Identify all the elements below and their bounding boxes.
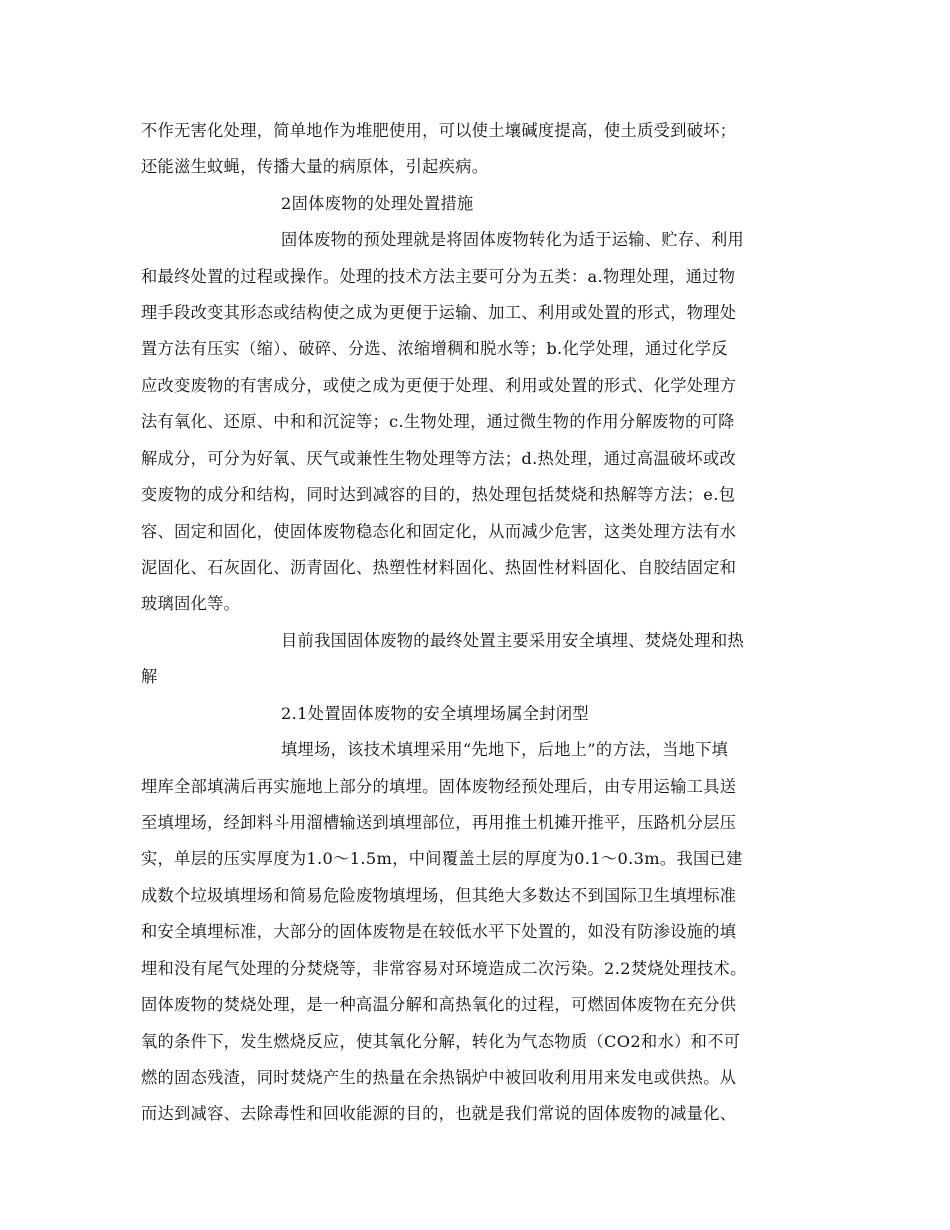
text-line: 成数个垃圾填埋场和简易危险废物填埋场，但其绝大多数达不到国际卫生填埋标准	[141, 886, 737, 905]
text-line: 埋库全部填满后再实施地上部分的填埋。固体废物经预处理后，由专用运输工具送	[141, 777, 737, 796]
text-line: 固体废物的预处理就是将固体废物转化为适于运输、贮存、利用	[281, 230, 745, 249]
text-line: 还能滋生蚊蝇，传播大量的病原体，引起疾病。	[141, 157, 489, 176]
text-line: 不作无害化处理，简单地作为堆肥使用，可以使土壤碱度提高，使土质受到破坏；	[141, 121, 737, 140]
text-line: 实，单层的压实厚度为1.0～1.5m，中间覆盖土层的厚度为0.1～0.3m。我国已建	[141, 849, 743, 868]
text-line: 泥固化、石灰固化、沥青固化、热塑性材料固化、热固性材料固化、自胶结固定和	[141, 558, 737, 577]
text-line: 解成分，可分为好氧、厌气或兼性生物处理等方法；d.热处理，通过高温破坏或改	[141, 449, 737, 468]
text-line: 至填埋场，经卸料斗用溜槽输送到填埋部位，再用推土机摊开推平，压路机分层压	[141, 813, 737, 832]
text-line: 和安全填埋标准，大部分的固体废物是在较低水平下处置的，如没有防渗设施的填	[141, 922, 737, 941]
text-line: 应改变废物的有害成分，或使之成为更便于处理、利用或处置的形式、化学处理方	[141, 376, 737, 395]
text-line: 法有氧化、还原、中和和沉淀等；c.生物处理，通过微生物的作用分解废物的可降	[141, 412, 735, 431]
text-line: 置方法有压实（缩）、破碎、分选、浓缩增稠和脱水等；b.化学处理，通过化学反	[141, 339, 728, 358]
text-line: 氧的条件下，发生燃烧反应，使其氧化分解，转化为气态物质（CO2和水）和不可	[141, 1032, 741, 1051]
text-line: 变废物的成分和结构，同时达到减容的目的，热处理包括焚烧和热解等方法；e.包	[141, 485, 736, 504]
text-line: 而达到减容、去除毒性和回收能源的目的，也就是我们常说的固体废物的减量化、	[141, 1104, 737, 1123]
section-heading: 2.1处置固体废物的安全填埋场属全封闭型	[281, 704, 589, 723]
text-line: 固体废物的焚烧处理，是一种高温分解和高热氧化的过程，可燃固体废物在充分供	[141, 995, 737, 1014]
text-line: 和最终处置的过程或操作。处理的技术方法主要可分为五类：a.物理处理，通过物	[141, 267, 736, 286]
text-line: 玻璃固化等。	[141, 594, 241, 613]
text-line: 燃的固态残渣，同时焚烧产生的热量在余热锅炉中被回收利用用来发电或供热。从	[141, 1068, 737, 1087]
section-heading: 2固体废物的处理处置措施	[281, 194, 474, 213]
text-line: 埋和没有尾气处理的分焚烧等，非常容易对环境造成二次污染。2.2焚烧处理技术。	[141, 959, 747, 978]
text-line: 目前我国固体废物的最终处置主要采用安全填埋、焚烧处理和热	[281, 631, 745, 650]
text-line: 解	[141, 667, 158, 686]
text-line: 理手段改变其形态或结构使之成为更便于运输、加工、利用或处置的形式，物理处	[141, 303, 737, 322]
text-line: 容、固定和固化，使固体废物稳态化和固定化，从而减少危害，这类处理方法有水	[141, 522, 737, 541]
text-line: 填埋场，该技术填埋采用“先地下，后地上”的方法，当地下填	[281, 740, 729, 759]
